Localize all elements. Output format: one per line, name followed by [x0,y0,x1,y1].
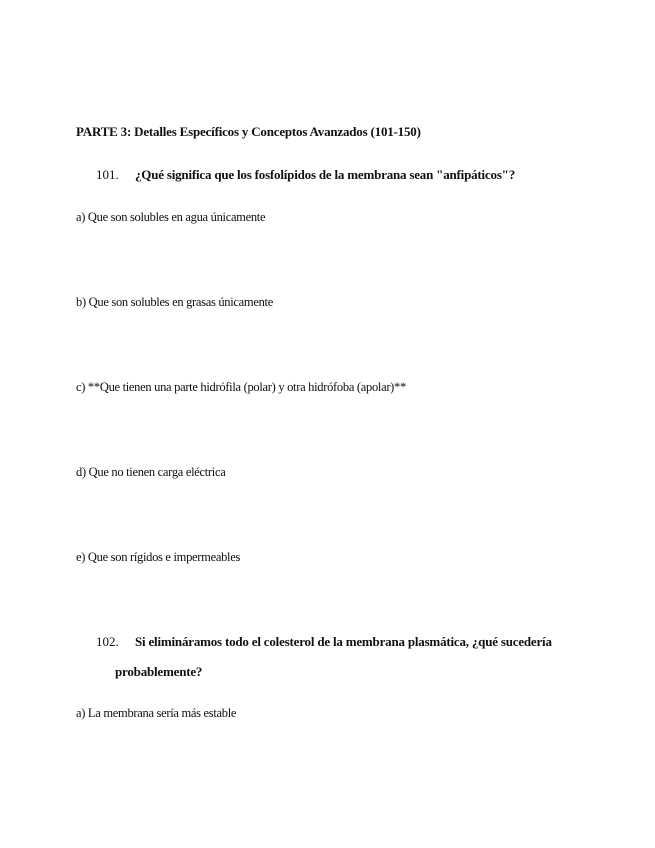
section-title: PARTE 3: Detalles Específicos y Conceptos Avanzados (101-150) [76,124,421,139]
answer-option-c: c) **Que tienen una parte hidrófila (polar) y otra hidrófoba (apolar)** [76,380,406,394]
answer-option-a: a) Que son solubles en agua únicamente [76,210,266,224]
question-text: ¿Qué significa que los fosfolípidos de la membrana sean "anfipáticos"? [135,167,515,182]
question-number: 102. [96,634,119,649]
answer-option-e: e) Que son rígidos e impermeables [76,550,241,564]
answer-option-b: b) Que son solubles en grasas únicamente [76,295,273,309]
question-number: 101. [96,167,119,182]
question-text-line2: probablemente? [115,664,203,679]
answer-option-d: d) Que no tienen carga eléctrica [76,465,226,479]
answer-option-a: a) La membrana sería más estable [76,706,237,720]
question-text-line1: Si elimináramos todo el colesterol de la membrana plasmática, ¿qué sucedería [135,634,552,649]
